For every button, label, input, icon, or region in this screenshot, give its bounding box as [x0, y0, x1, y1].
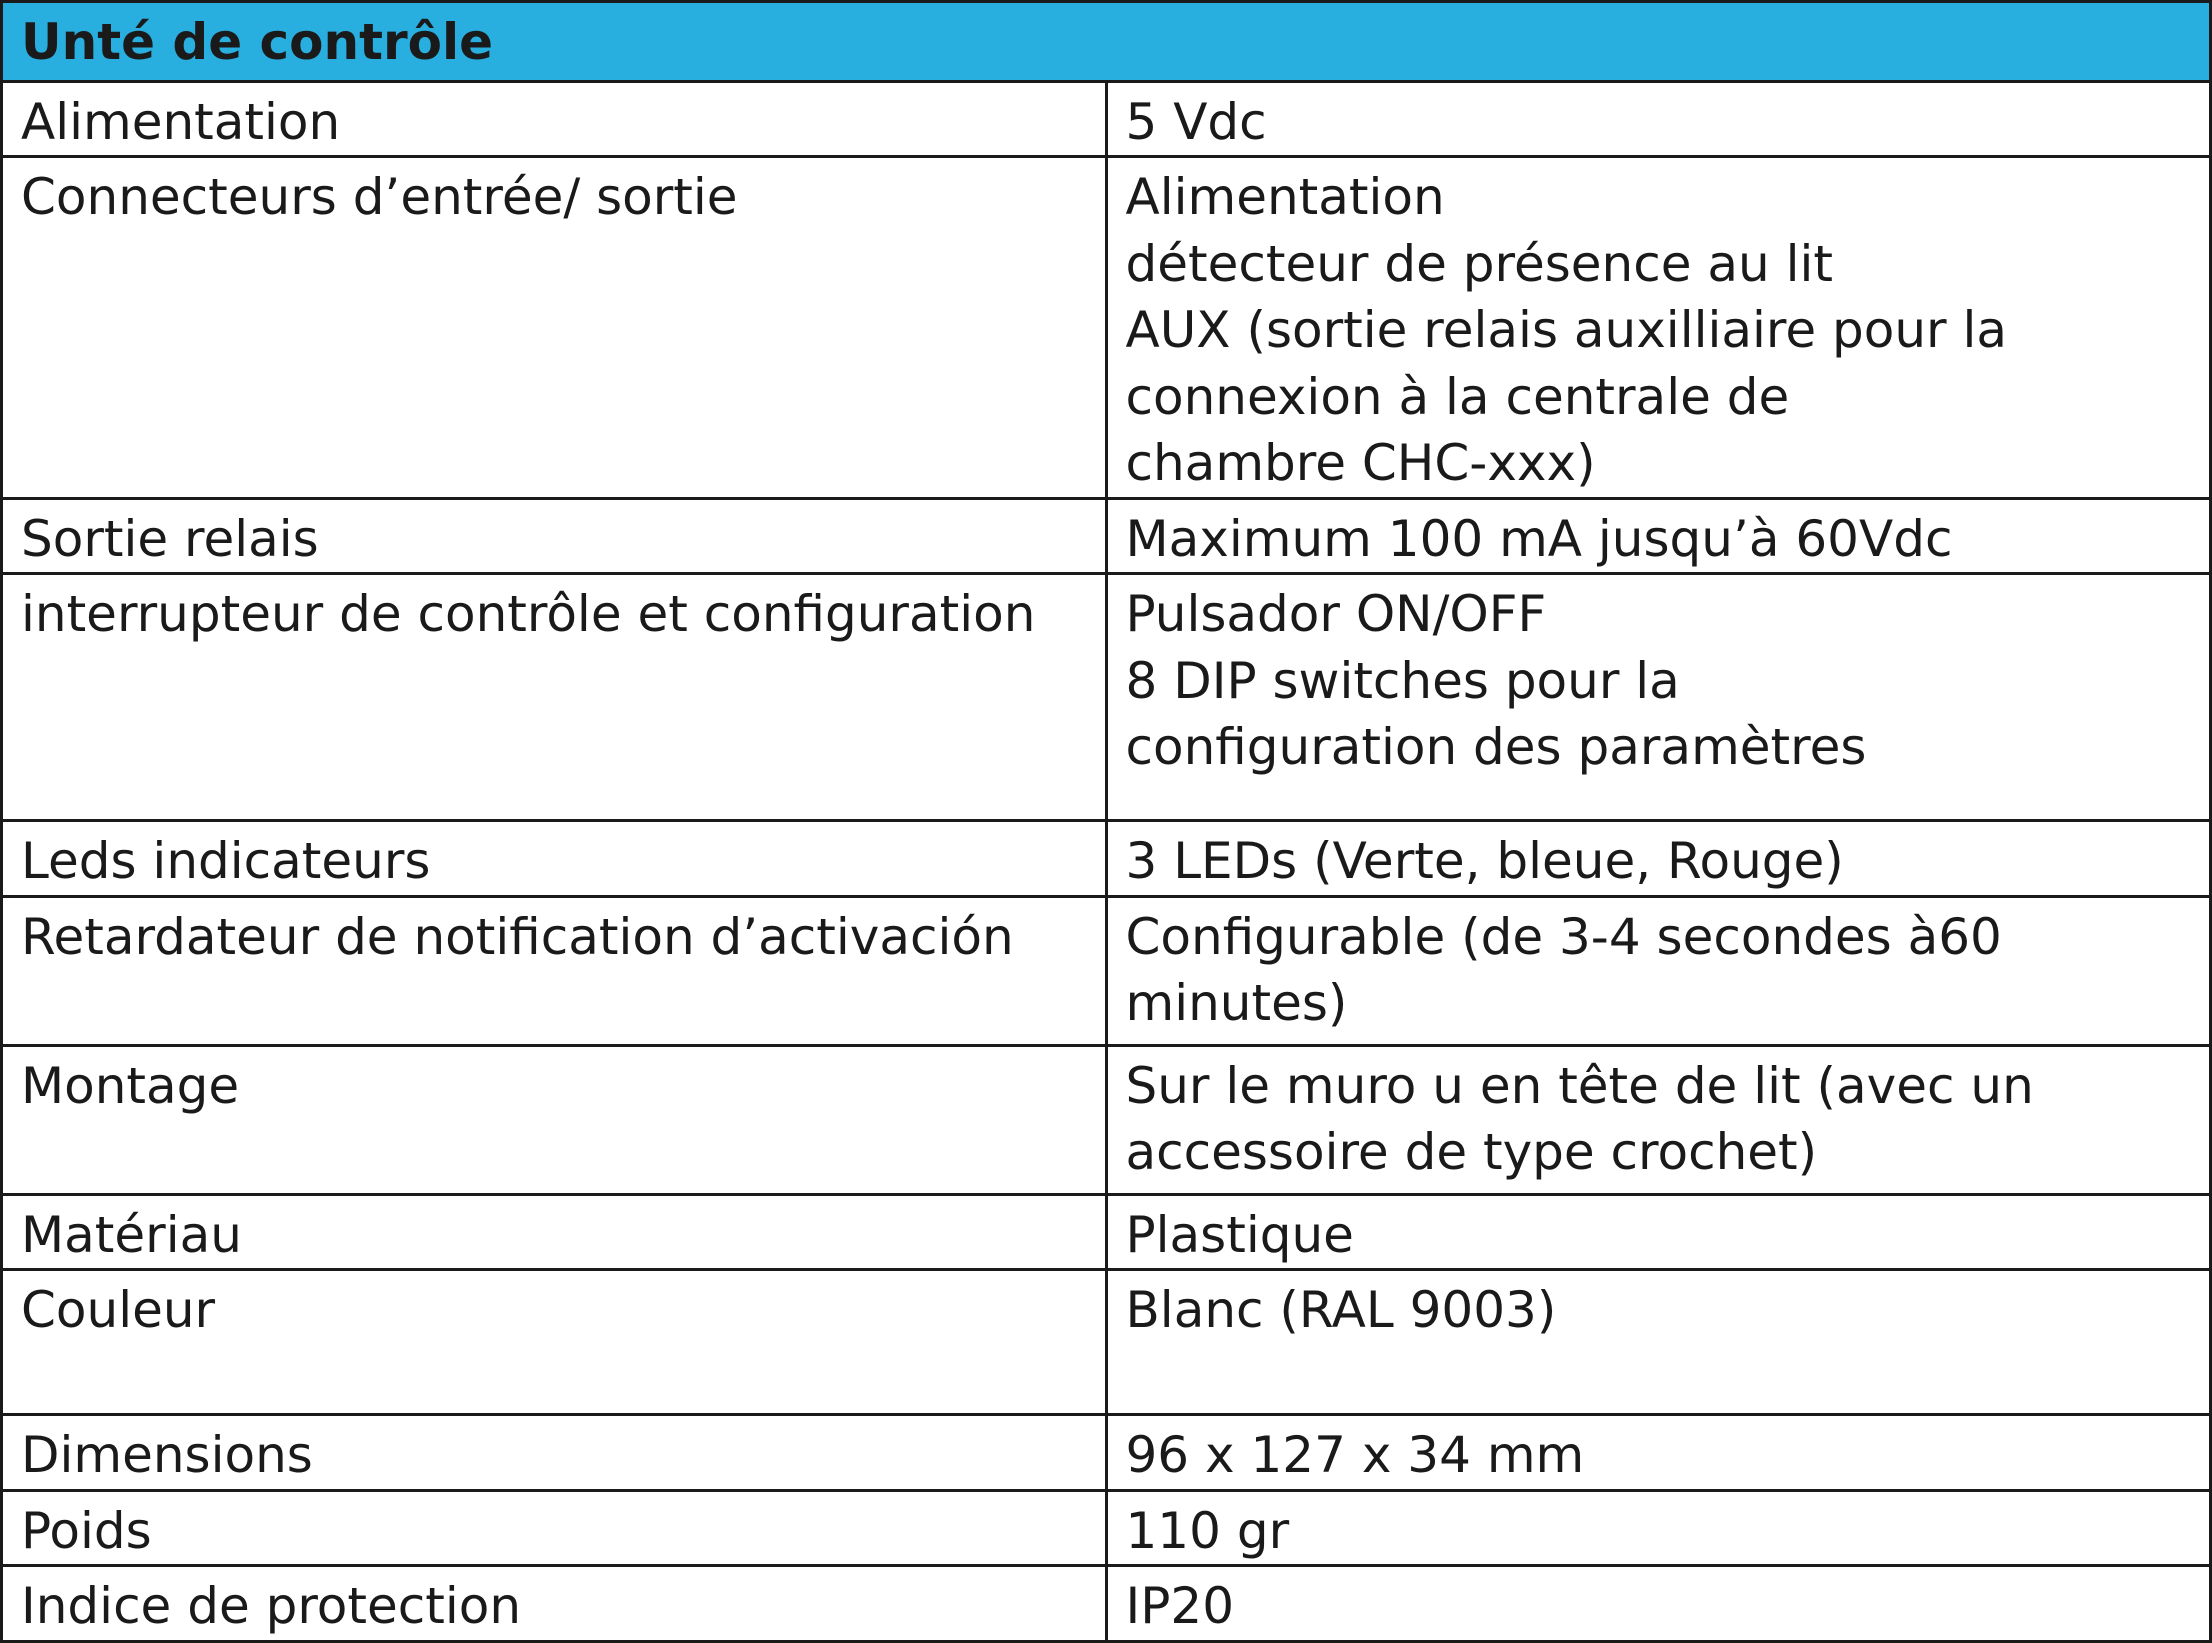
row-label: Connecteurs d’entrée/ sortie: [2, 157, 1107, 499]
table-header-row: [2, 2, 2211, 82]
row-value: Configurable (de 3-4 secondes à60 minutes): [1106, 896, 2211, 1045]
row-value: Pulsador ON/OFF 8 DIP switches pour la configuration des paramètres: [1106, 574, 2211, 821]
table-row: [2, 821, 2211, 897]
row-label: interrupteur de contrôle et configuration: [2, 574, 1107, 821]
row-label: Indice de protection: [2, 1566, 1107, 1642]
row-value: 110 gr: [1106, 1490, 2211, 1566]
row-value: Sur le muro u en tête de lit (avec un accessoire de type crochet): [1106, 1045, 2211, 1194]
table-row: [2, 1045, 2211, 1194]
table-row: [2, 81, 2211, 157]
row-label: Montage: [2, 1045, 1107, 1194]
row-label: Couleur: [2, 1270, 1107, 1415]
row-value: Alimentation détecteur de présence au lit AUX (sortie relais auxilliaire pour la connexion à la centrale de chambre CHC-xxx): [1106, 157, 2211, 499]
table-row: [2, 157, 2211, 499]
table-row: [2, 1490, 2211, 1566]
row-value: Blanc (RAL 9003): [1106, 1270, 2211, 1415]
row-label: Retardateur de notification d’activación: [2, 896, 1107, 1045]
table-row: [2, 896, 2211, 1045]
row-value: Plastique: [1106, 1194, 2211, 1270]
table-row: [2, 574, 2211, 821]
row-label: Poids: [2, 1490, 1107, 1566]
row-value: 96 x 127 x 34 mm: [1106, 1415, 2211, 1491]
row-value: 3 LEDs (Verte, bleue, Rouge): [1106, 821, 2211, 897]
table-row: [2, 1270, 2211, 1415]
row-label: Alimentation: [2, 81, 1107, 157]
table-row: [2, 1194, 2211, 1270]
row-value: Maximum 100 mA jusqu’à 60Vdc: [1106, 498, 2211, 574]
row-label: Matériau: [2, 1194, 1107, 1270]
row-label: Dimensions: [2, 1415, 1107, 1491]
table-row: [2, 1566, 2211, 1642]
row-value: IP20: [1106, 1566, 2211, 1642]
row-value: 5 Vdc: [1106, 81, 2211, 157]
table-row: [2, 1415, 2211, 1491]
row-label: Leds indicateurs: [2, 821, 1107, 897]
row-label: Sortie relais: [2, 498, 1107, 574]
table-row: [2, 498, 2211, 574]
table-title: Unté de contrôle: [2, 2, 2211, 82]
